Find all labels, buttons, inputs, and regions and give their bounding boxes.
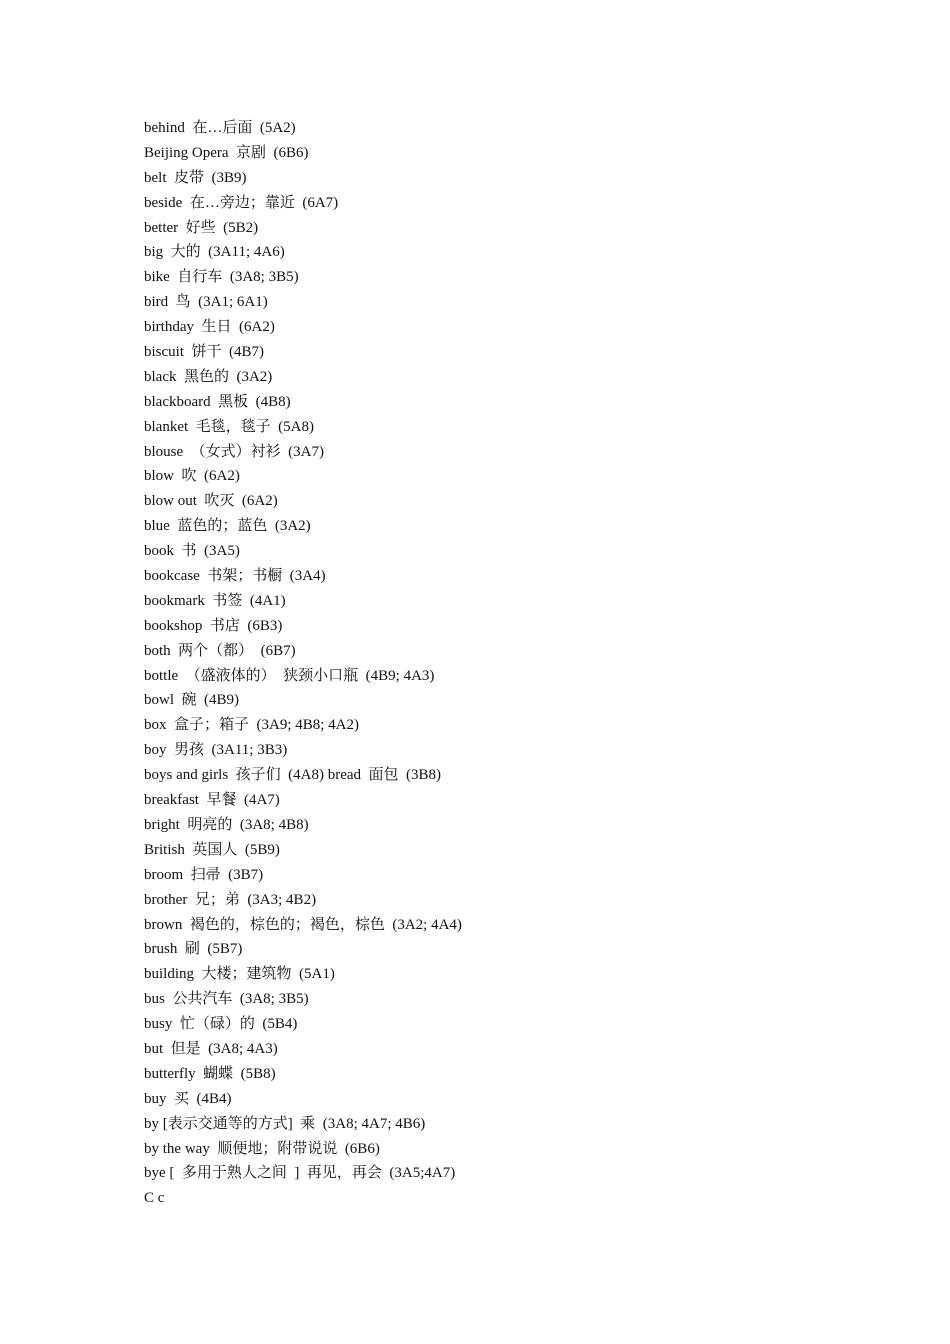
vocabulary-entry: bowl 碗 (4B9)	[144, 692, 239, 709]
vocabulary-entry: boy 男孩 (3A11; 3B3)	[144, 742, 288, 759]
vocabulary-entry: black 黑色的 (3A2)	[144, 368, 273, 385]
vocabulary-entry: butterfly 蝴蝶 (5B8)	[144, 1065, 276, 1082]
vocabulary-entry: British 英国人 (5B9)	[144, 841, 280, 858]
vocabulary-entry: blow out 吹灭 (6A2)	[144, 493, 278, 510]
vocabulary-entry: breakfast 早餐 (4A7)	[144, 792, 280, 809]
vocabulary-entry: building 大楼；建筑物 (5A1)	[144, 966, 335, 983]
vocabulary-entry: bye [ 多用于熟人之间 ] 再见，再会 (3A5;4A7)	[144, 1165, 456, 1182]
vocabulary-entry: book 书 (3A5)	[144, 543, 240, 560]
vocabulary-entry: bottle （盛液体的） 狭颈小口瓶 (4B9; 4A3)	[144, 667, 435, 684]
vocabulary-entry: blackboard 黑板 (4B8)	[144, 393, 291, 410]
vocabulary-entry: bus 公共汽车 (3A8; 3B5)	[144, 991, 309, 1008]
vocabulary-entry: boys and girls 孩子们 (4A8) bread 面包 (3B8)	[144, 767, 442, 784]
vocabulary-entry: big 大的 (3A11; 4A6)	[144, 244, 285, 261]
vocabulary-entry: brown 褐色的，棕色的；褐色，棕色 (3A2; 4A4)	[144, 916, 462, 933]
vocabulary-entry: both 两个（都） (6B7)	[144, 642, 296, 659]
vocabulary-entry: bookmark 书签 (4A1)	[144, 592, 286, 609]
vocabulary-entry: blue 蓝色的；蓝色 (3A2)	[144, 518, 311, 535]
vocabulary-entry: C c	[144, 1190, 165, 1207]
vocabulary-entry: biscuit 饼干 (4B7)	[144, 344, 264, 361]
vocabulary-entry: blanket 毛毯，毯子 (5A8)	[144, 418, 314, 435]
vocabulary-entry: by [表示交通等的方式] 乘 (3A8; 4A7; 4B6)	[144, 1115, 426, 1132]
vocabulary-entry: bookshop 书店 (6B3)	[144, 617, 283, 634]
vocabulary-entry: birthday 生日 (6A2)	[144, 319, 275, 336]
vocabulary-entry: beside 在…旁边；靠近 (6A7)	[144, 194, 339, 211]
vocabulary-entry: box 盒子；箱子 (3A9; 4B8; 4A2)	[144, 717, 359, 734]
vocabulary-entry: bike 自行车 (3A8; 3B5)	[144, 269, 299, 286]
vocabulary-entry: better 好些 (5B2)	[144, 219, 259, 236]
vocabulary-entry: bird 鸟 (3A1; 6A1)	[144, 294, 268, 311]
vocabulary-entry: but 但是 (3A8; 4A3)	[144, 1040, 278, 1057]
vocabulary-list	[144, 116, 462, 1211]
vocabulary-entry: busy 忙（碌）的 (5B4)	[144, 1016, 298, 1033]
vocabulary-entry: bright 明亮的 (3A8; 4B8)	[144, 816, 309, 833]
vocabulary-entry: brush 刷 (5B7)	[144, 941, 243, 958]
vocabulary-entry: behind 在…后面 (5A2)	[144, 120, 296, 136]
vocabulary-entry: buy 买 (4B4)	[144, 1090, 232, 1107]
vocabulary-entry: brother 兄；弟 (3A3; 4B2)	[144, 891, 317, 908]
vocabulary-entry: blouse （女式）衬衫 (3A7)	[144, 443, 324, 460]
vocabulary-entry: broom 扫帚 (3B7)	[144, 866, 264, 883]
vocabulary-entry: Beijing Opera 京剧 (6B6)	[144, 144, 309, 161]
vocabulary-entry: belt 皮带 (3B9)	[144, 169, 247, 186]
vocabulary-entry: blow 吹 (6A2)	[144, 468, 240, 485]
vocabulary-entry: by the way 顺便地；附带说说 (6B6)	[144, 1140, 380, 1157]
vocabulary-entry: bookcase 书架；书橱 (3A4)	[144, 568, 326, 585]
